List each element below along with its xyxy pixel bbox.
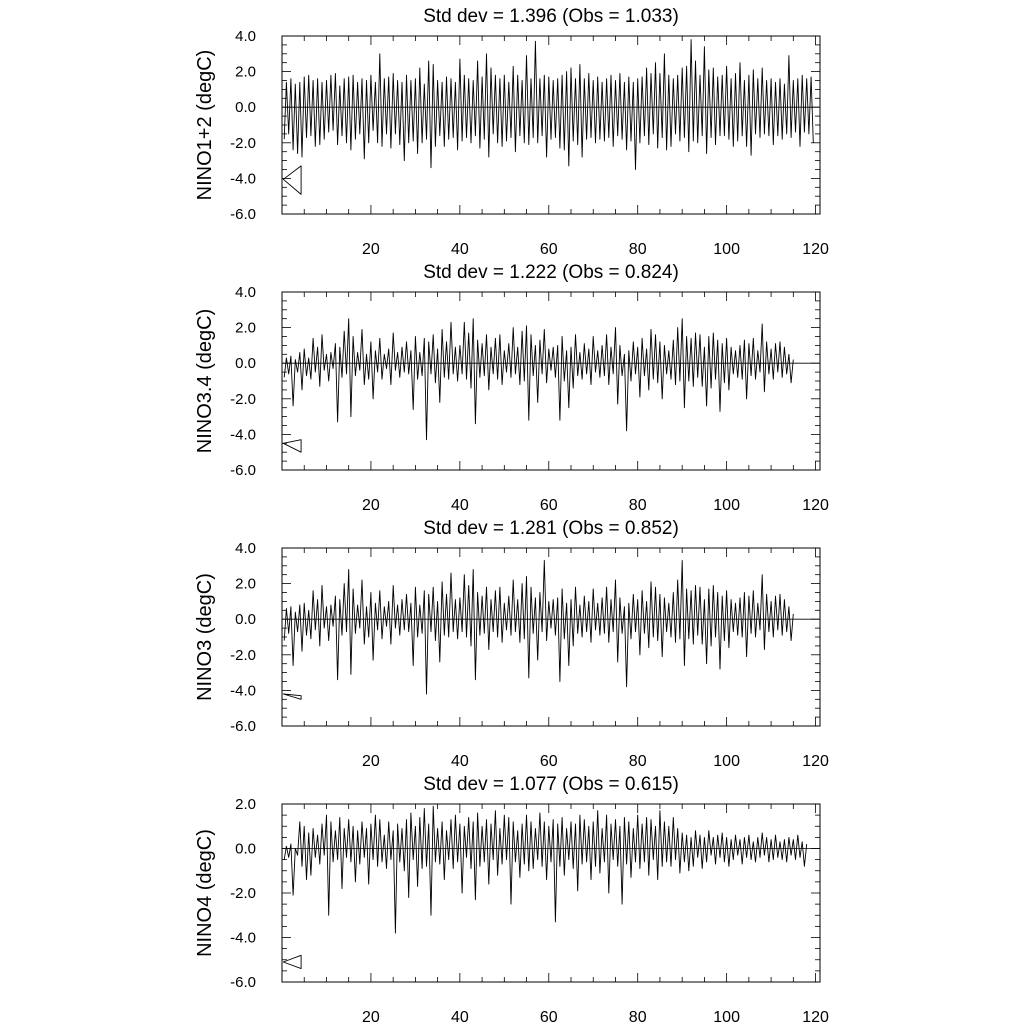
chart-title: Std dev = 1.281 (Obs = 0.852) — [423, 518, 679, 539]
x-tick-label: 120 — [802, 497, 829, 514]
y-tick-label: 2.0 — [235, 319, 256, 337]
y-tick-label: 2.0 — [235, 575, 256, 593]
chart-title: Std dev = 1.077 (Obs = 0.615) — [423, 774, 679, 795]
chart-panel-1 — [194, 6, 829, 258]
plot-frame — [282, 548, 820, 726]
x-tick-label: 100 — [713, 497, 740, 514]
y-tick-label: -6.0 — [230, 718, 256, 735]
series-line-1 — [284, 319, 793, 440]
x-tick-label: 60 — [539, 753, 558, 770]
series-line-1 — [284, 40, 813, 170]
series-line-2 — [283, 694, 301, 699]
y-tick-label: -4.0 — [230, 929, 256, 947]
x-tick-label: 20 — [362, 1009, 380, 1024]
x-tick-label: 60 — [539, 241, 558, 258]
y-tick-label: -4.0 — [230, 170, 256, 188]
chart-title: Std dev = 1.222 (Obs = 0.824) — [423, 262, 679, 283]
x-tick-label: 20 — [362, 241, 380, 258]
y-tick-label: -2.0 — [230, 646, 256, 664]
y-tick-label: -4.0 — [230, 426, 256, 444]
y-tick-label: -2.0 — [230, 885, 256, 902]
x-tick-label: 20 — [362, 753, 380, 770]
y-axis-label: NINO1+2 (degC) — [194, 49, 216, 201]
x-tick-label: 80 — [628, 497, 647, 514]
y-tick-label: -6.0 — [230, 206, 256, 223]
plot-frame — [282, 36, 820, 214]
series-line-2 — [283, 955, 301, 968]
chart-title: Std dev = 1.396 (Obs = 1.033) — [423, 6, 679, 27]
y-tick-label: 0.0 — [235, 355, 256, 373]
y-tick-label: 4.0 — [235, 284, 256, 301]
series-line-2 — [283, 166, 301, 195]
chart-panel-2 — [194, 262, 829, 514]
chart-panel-3 — [194, 518, 829, 770]
x-tick-label: 80 — [628, 1009, 647, 1024]
y-tick-label: -4.0 — [230, 682, 256, 700]
y-axis-label: NINO3 (degC) — [194, 573, 216, 701]
x-tick-label: 120 — [802, 241, 829, 258]
x-tick-label: 100 — [713, 753, 740, 770]
y-tick-label: 0.0 — [235, 99, 256, 117]
y-tick-label: 0.0 — [235, 611, 256, 629]
x-tick-label: 20 — [362, 497, 380, 514]
y-tick-label: 2.0 — [235, 796, 256, 813]
y-tick-label: 2.0 — [235, 63, 256, 81]
series-line-2 — [283, 440, 301, 453]
series-line-1 — [284, 561, 793, 695]
x-tick-label: 40 — [450, 753, 469, 770]
x-tick-label: 100 — [713, 1009, 740, 1024]
x-tick-label: 120 — [802, 753, 829, 770]
x-tick-label: 40 — [450, 241, 469, 258]
y-axis-label: NINO4 (degC) — [194, 829, 216, 957]
y-tick-label: 4.0 — [235, 28, 256, 45]
x-tick-label: 100 — [713, 241, 740, 258]
y-tick-label: -2.0 — [230, 134, 256, 152]
x-tick-label: 40 — [450, 497, 469, 514]
y-tick-label: 4.0 — [235, 540, 256, 557]
x-tick-label: 80 — [628, 753, 647, 770]
y-tick-label: -6.0 — [230, 462, 256, 479]
x-tick-label: 120 — [802, 1009, 829, 1024]
x-tick-label: 60 — [539, 1009, 558, 1024]
chart-panel-4 — [194, 774, 829, 1024]
plot-frame — [282, 292, 820, 470]
x-tick-label: 40 — [450, 1009, 469, 1024]
y-axis-label: NINO3.4 (degC) — [194, 308, 216, 454]
x-tick-label: 80 — [628, 241, 647, 258]
series-line-1 — [284, 806, 807, 933]
x-tick-label: 60 — [539, 497, 558, 514]
y-tick-label: 0.0 — [235, 840, 256, 858]
y-tick-label: -6.0 — [230, 974, 256, 991]
y-tick-label: -2.0 — [230, 390, 256, 408]
